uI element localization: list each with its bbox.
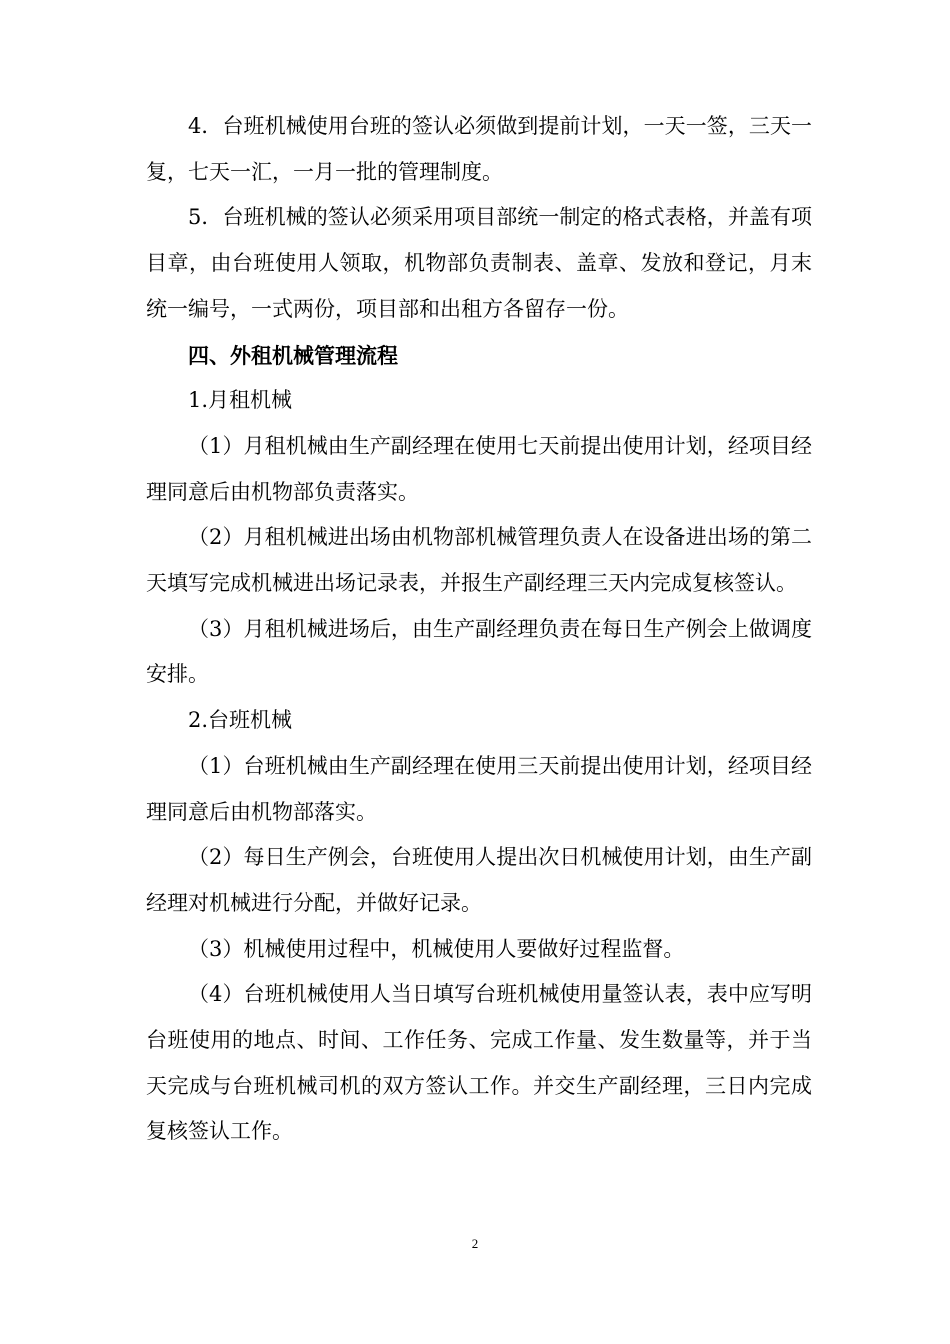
paragraph-item-4: 4．台班机械使用台班的签认必须做到提前计划，一天一签，三天一复，七天一汇，一月一批的管理制度。 [146,114,812,184]
paragraph-monthly-1: （1）月租机械由生产副经理在使用七天前提出使用计划，经项目经理同意后由机物部负责落实。 [146,433,812,504]
paragraph-shift-3: （3）机械使用过程中，机械使用人要做好过程监督。 [188,936,685,961]
subsection-heading-shift-machinery: 2.台班机械 [188,708,293,733]
paragraph-shift-2: （2）每日生产例会，台班使用人提出次日机械使用计划，由生产副经理对机械进行分配，并做好记录。 [146,845,812,915]
section-heading: 四、外租机械管理流程 [188,342,398,368]
paragraph-monthly-2: （2）月租机械进出场由机物部机械管理负责人在设备进出场的第二天填写完成机械进出场记录表，并报生产副经理三天内完成复核签认。 [146,525,812,596]
paragraph-item-5: 5．台班机械的签认必须采用项目部统一制定的格式表格，并盖有项目章，由台班使用人领取，机物部负责制表、盖章、发放和登记，月末统一编号，一式两份，项目部和出租方各留存一份。 [146,205,812,321]
subsection-heading-monthly-rental: 1.月租机械 [188,388,293,413]
paragraph-shift-1: （1）台班机械由生产副经理在使用三天前提出使用计划，经项目经理同意后由机物部落实。 [146,753,812,824]
page-content [146,104,812,1155]
page-number: 2 [471,1236,479,1251]
paragraph-monthly-3: （3）月租机械进场后，由生产副经理负责在每日生产例会上做调度安排。 [146,616,812,687]
paragraph-shift-4: （4）台班机械使用人当日填写台班机械使用量签认表，表中应写明台班使用的地点、时间、工作任务、完成工作量、发生数量等，并于当天完成与台班机械司机的双方签认工作。并交生产副经理，三日内完成复核签认工作。 [146,982,812,1144]
